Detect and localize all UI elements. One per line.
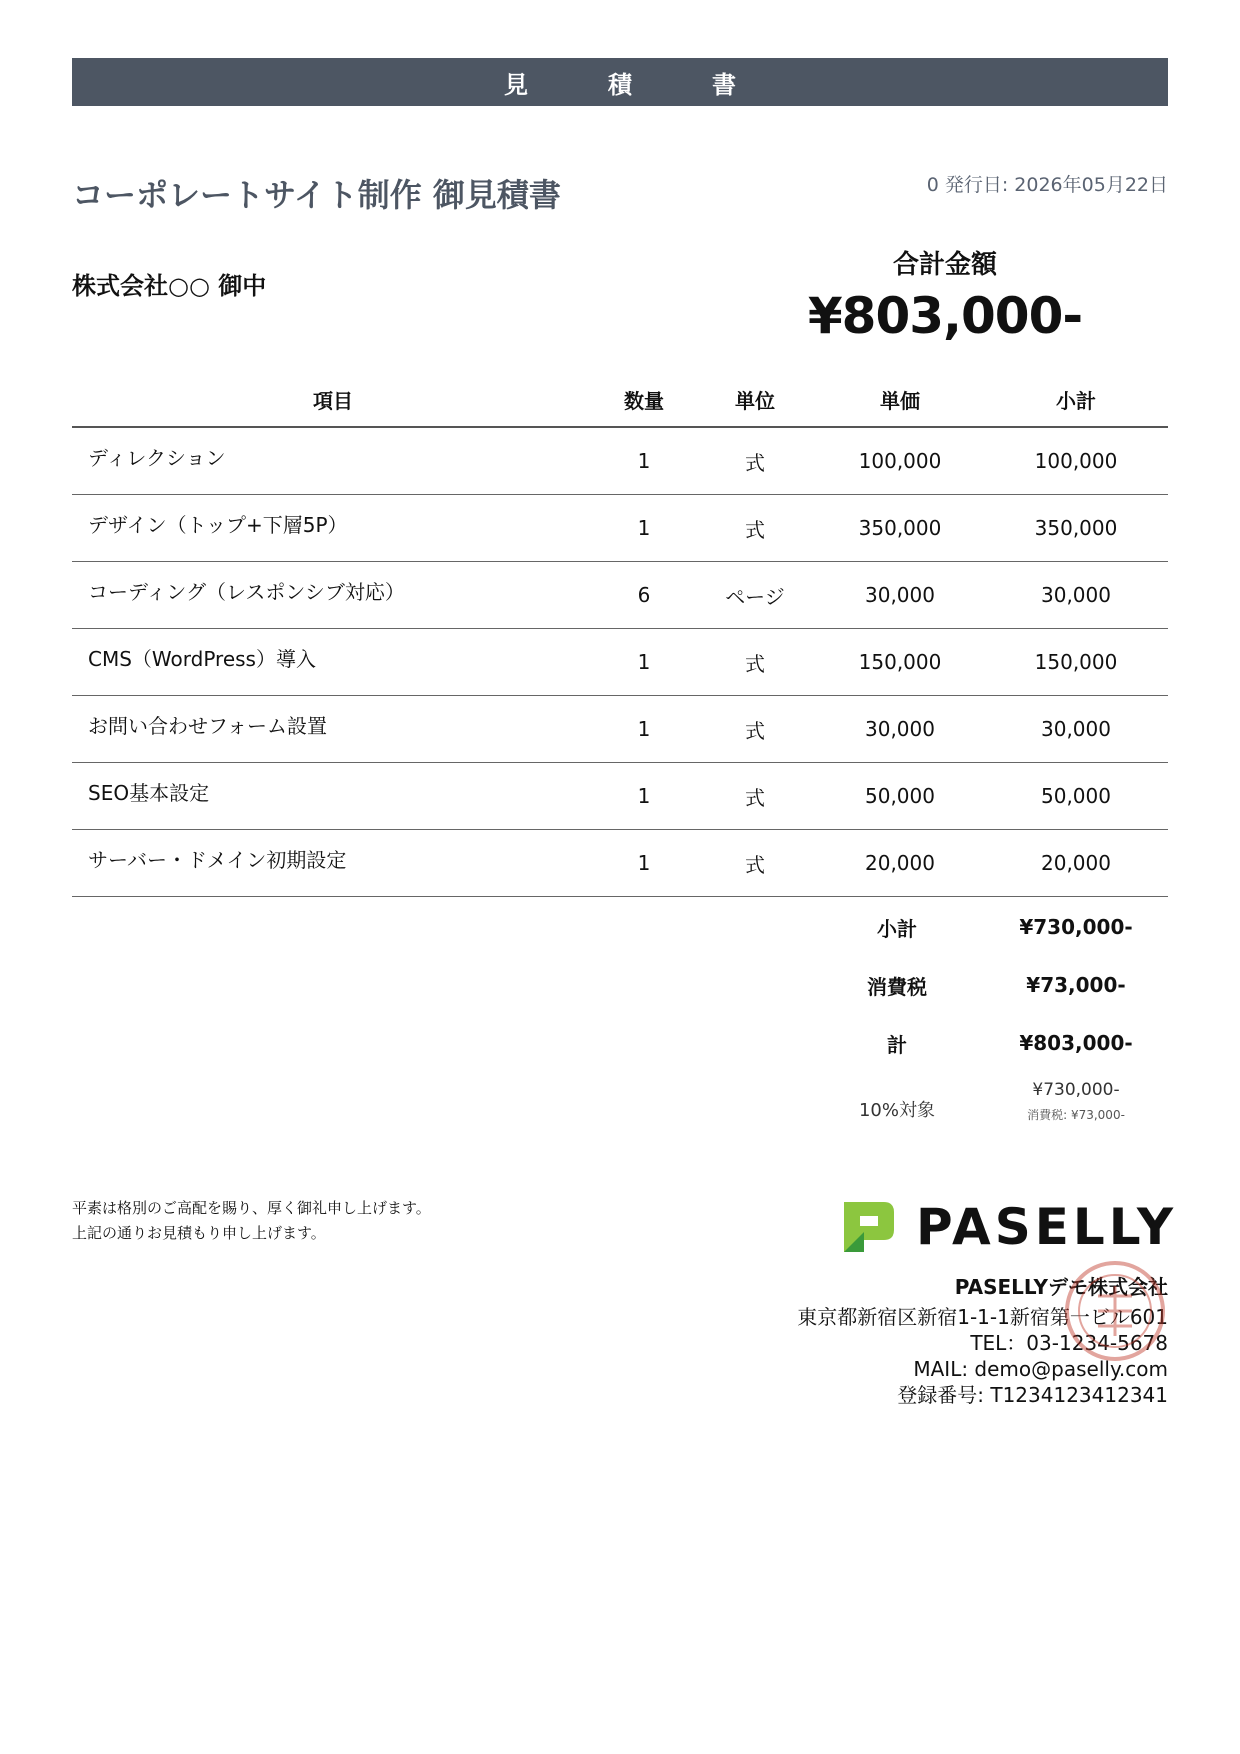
item-unit-price: 30,000	[816, 562, 984, 629]
summary-tax-row	[810, 956, 1168, 1014]
summary-block	[810, 898, 1168, 1123]
subtotal-label: 小計	[877, 916, 917, 941]
item-unit: ページ	[694, 562, 816, 629]
item-subtotal: 50,000	[984, 763, 1168, 830]
tax-rate-values	[984, 1074, 1168, 1123]
item-unit: 式	[694, 763, 816, 830]
item-subtotal: 20,000	[984, 830, 1168, 897]
company-seal-icon	[1060, 1256, 1170, 1366]
item-description: お問い合わせフォーム設置	[72, 696, 594, 763]
item-description: SEO基本設定	[72, 763, 594, 830]
issuer-address: 東京都新宿区新宿1-1-1新宿第一ビル601	[797, 1305, 1168, 1329]
item-unit-price: 350,000	[816, 495, 984, 562]
logo-text: PASELLY	[916, 1198, 1178, 1256]
item-description: コーディング（レスポンシブ対応）	[72, 562, 594, 629]
total-row-value: ¥803,000-	[1019, 1031, 1133, 1055]
item-unit-price: 150,000	[816, 629, 984, 696]
summary-subtotal-row	[810, 898, 1168, 956]
table-row	[72, 562, 1168, 629]
item-unit-price: 20,000	[816, 830, 984, 897]
tax-rate-tax: 消費税: ¥73,000-	[1027, 1108, 1125, 1122]
item-quantity: 1	[594, 495, 694, 562]
item-quantity: 1	[594, 427, 694, 495]
table-row	[72, 830, 1168, 897]
table-header-row	[72, 372, 1168, 427]
total-row-label: 計	[887, 1032, 907, 1057]
item-subtotal: 30,000	[984, 562, 1168, 629]
issuer-registration: 登録番号: T1234123412341	[897, 1383, 1168, 1407]
tax-value: ¥73,000-	[1026, 973, 1126, 997]
header-unit-price: 単価	[816, 372, 984, 427]
item-description: CMS（WordPress）導入	[72, 629, 594, 696]
item-unit-price: 100,000	[816, 427, 984, 495]
item-subtotal: 350,000	[984, 495, 1168, 562]
tax-rate-row	[810, 1074, 1168, 1123]
total-amount: ¥803,000-	[807, 287, 1083, 345]
table-row	[72, 629, 1168, 696]
table-row	[72, 696, 1168, 763]
items-table	[72, 372, 1168, 897]
summary-total-row	[810, 1014, 1168, 1072]
document-banner: 見 積 書	[72, 58, 1168, 106]
item-quantity: 6	[594, 562, 694, 629]
client-name: 株式会社○○ 御中	[72, 272, 267, 300]
item-description: サーバー・ドメイン初期設定	[72, 830, 594, 897]
item-unit-price: 50,000	[816, 763, 984, 830]
item-description: ディレクション	[72, 427, 594, 495]
page-title: コーポレートサイト制作 御見積書	[72, 176, 561, 214]
issuer-tel: TEL：03-1234-5678	[970, 1331, 1168, 1355]
item-unit-price: 30,000	[816, 696, 984, 763]
item-unit: 式	[694, 830, 816, 897]
table-row	[72, 495, 1168, 562]
item-unit: 式	[694, 696, 816, 763]
header-unit: 単位	[694, 372, 816, 427]
header-subtotal: 小計	[984, 372, 1168, 427]
notes	[72, 1196, 431, 1246]
item-quantity: 1	[594, 696, 694, 763]
company-logo	[838, 1194, 1178, 1258]
issue-date: 0 発行日: 2026年05月22日	[926, 174, 1168, 196]
item-subtotal: 100,000	[984, 427, 1168, 495]
issuer-mail: MAIL: demo@paselly.com	[913, 1357, 1168, 1381]
table-row	[72, 763, 1168, 830]
logo-mark-icon	[838, 1196, 898, 1256]
note-line: 平素は格別のご高配を賜り、厚く御礼申し上げます。	[72, 1199, 431, 1217]
table-row	[72, 427, 1168, 495]
item-description: デザイン（トップ+下層5P）	[72, 495, 594, 562]
tax-rate-label: 10%対象	[858, 1100, 935, 1121]
item-subtotal: 150,000	[984, 629, 1168, 696]
header-quantity: 数量	[594, 372, 694, 427]
item-unit: 式	[694, 629, 816, 696]
item-quantity: 1	[594, 763, 694, 830]
issuer-name: PASELLYデモ株式会社	[954, 1275, 1168, 1299]
tax-label: 消費税	[867, 974, 927, 999]
note-line: 上記の通りお見積もり申し上げます。	[72, 1224, 326, 1242]
item-quantity: 1	[594, 830, 694, 897]
subtotal-value: ¥730,000-	[1019, 915, 1133, 939]
item-unit: 式	[694, 427, 816, 495]
tax-rate-base: ¥730,000-	[1032, 1080, 1120, 1100]
header-item: 項目	[72, 372, 594, 427]
total-label: 合計金額	[892, 250, 997, 280]
item-quantity: 1	[594, 629, 694, 696]
total-box	[780, 244, 1110, 345]
item-subtotal: 30,000	[984, 696, 1168, 763]
item-unit: 式	[694, 495, 816, 562]
